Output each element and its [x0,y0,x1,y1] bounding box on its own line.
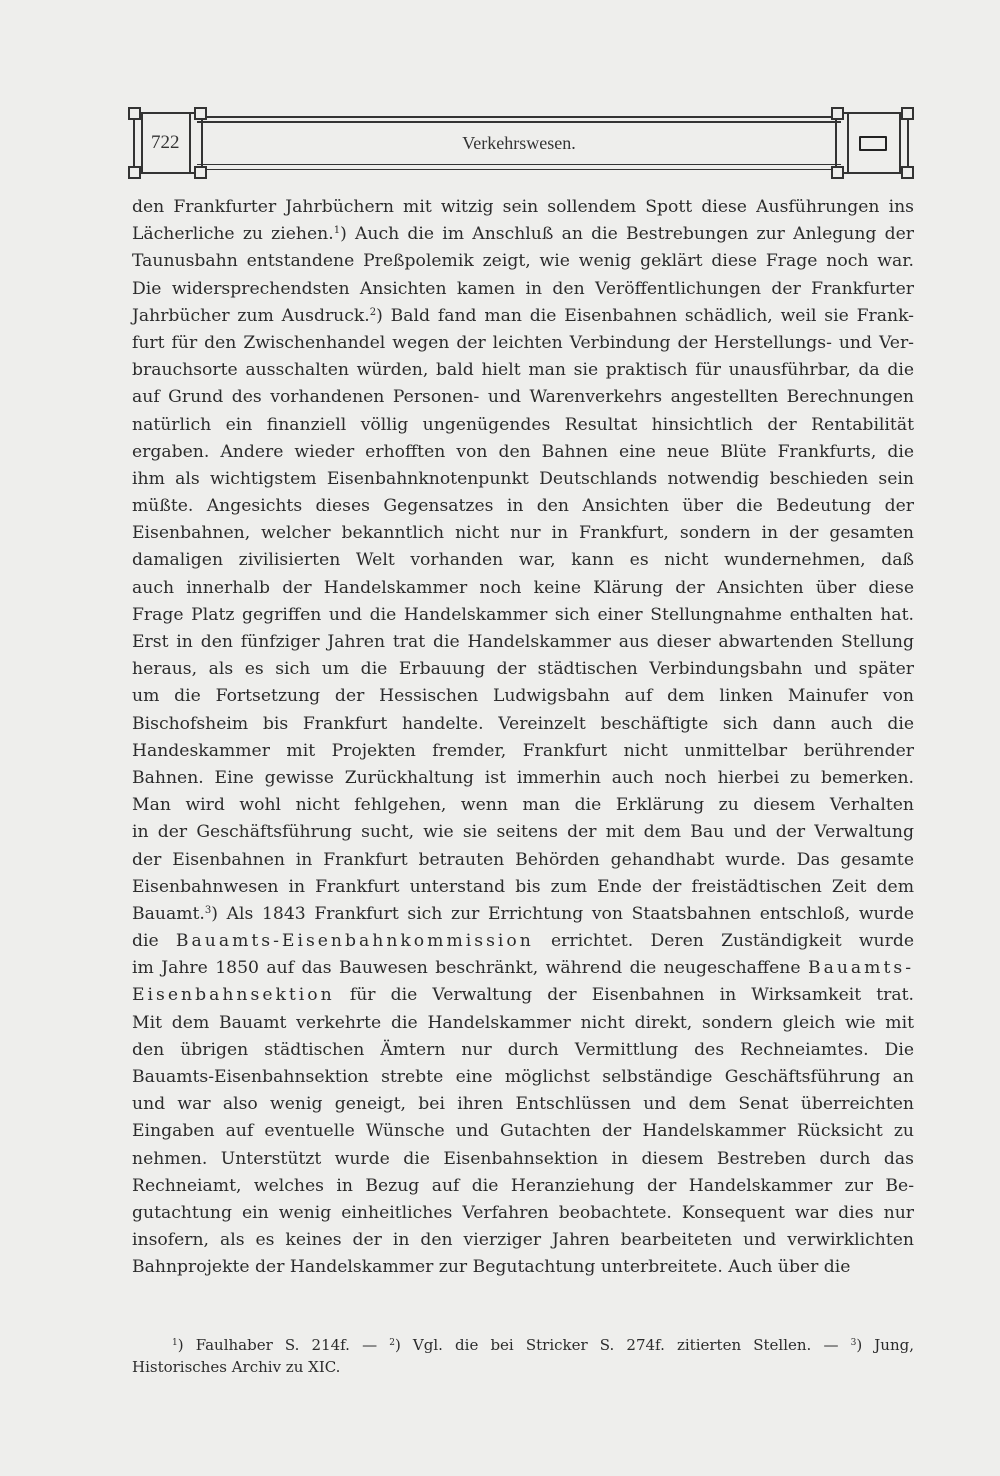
head-rule [197,169,841,171]
head-rule [197,164,841,166]
text-line: Taunusbahn entstandene Preßpolemik zeigt, wie wenig geklärt diese Frage noch war. [132,251,914,272]
text-line: den übrigen städtischen Ämtern nur durch Vermittlung des Rechneiamtes. Die [132,1039,914,1060]
text-line: der Eisenbahnen in Frankfurt betrauten Behörden gehandhabt wurde. Das gesamte [132,849,914,870]
text-line: in der Geschäftsführung sucht, wie sie seitens der mit dem Bau und der Verwaltung [132,822,914,843]
frame-corner [831,166,844,179]
spaced-term: Bauamts- [807,958,914,979]
frame-line [847,112,849,174]
footnotes [132,1334,914,1378]
footnote-ref: 2 [369,306,377,318]
text-line: ihm als wichtigstem Eisenbahnknotenpunkt Deutschlands notwendig beschieden sein [132,468,914,489]
page-number: 722 [151,132,180,153]
frame-corner [128,166,141,179]
text-line: Lächerliche zu ziehen.$^1$) Auch die im Anschluß an die Bestrebungen zur Anlegung der [132,224,915,245]
text-line: Jahrbücher zum Ausdruck.$^2$) Bald fand man die Eisenbahnen schädlich, weil sie Frank- [132,305,914,326]
text-line: Eingaben auf eventuelle Wünsche und Gutachten der Handelskammer Rücksicht zu [132,1121,914,1142]
running-head [133,112,909,174]
text-line: Man wird wohl nicht fehlgehen, wenn man die Erklärung zu diesem Verhalten [132,795,914,816]
text-line: Bauamt.$^3$) Als 1843 Frankfurt sich zur Errichtung von Staatsbahnen entschloß, wurde [132,903,914,924]
footnote-line: $^1$) Faulhaber S. 214f. — $^2$) Vgl. die bei Stricker S. 274f. zitierten Stellen. — $^3$) Jung, [172,1336,914,1354]
footnote-ref: 3 [204,904,212,916]
frame-line [899,112,901,174]
text-line: den Frankfurter Jahrbüchern mit witzig sein sollendem Spott diese Ausführungen ins [132,197,914,217]
footnote-ref: 1 [333,225,341,237]
text-line: Bischofsheim bis Frankfurt handelte. Vereinzelt beschäftigte sich dann auch die [132,713,914,734]
footnote-line: Historisches Archiv zu XIC. [132,1358,341,1376]
frame-corner [194,166,207,179]
frame-corner [831,107,844,120]
text-line: gutachtung ein wenig einheitliches Verfahren beobachtete. Konsequent war dies nur [132,1202,914,1223]
text-line: Handeskammer mit Projekten fremder, Frankfurt nicht unmittelbar berührender [132,740,914,761]
text-line: und war also wenig geneigt, bei ihren Entschlüssen und dem Senat überreichten [132,1094,914,1115]
text-line: ergaben. Andere wieder erhofften von den Bahnen eine neue Blüte Frankfurts, die [132,441,914,462]
frame-corner [194,107,207,120]
text-line: müßte. Angesichts dieses Gegensatzes in den Ansichten über die Bedeutung der [132,496,914,517]
frame-corner [901,166,914,179]
text-line: um die Fortsetzung der Hessischen Ludwigsbahn auf dem linken Mainufer von [132,686,914,707]
text-line: natürlich ein finanziell völlig ungenügendes Resultat hinsichtlich der Rentabilität [132,414,914,435]
running-title: Verkehrswesen. [462,133,576,153]
text-line: Eisenbahnen, welcher bekanntlich nicht nur in Frankfurt, sondern in der gesamten [132,523,914,544]
text-line: im Jahre 1850 auf das Bauwesen beschränkt, während die neugeschaffene Bauamts- [132,958,914,979]
text-line: furt für den Zwischenhandel wegen der leichten Verbindung der Herstellungs- und Ver- [132,332,914,353]
text-line: damaligen zivilisierten Welt vorhanden war, kann es nicht wundernehmen, daß [132,550,914,571]
frame-corner [128,107,141,120]
text-line: heraus, als es sich um die Erbauung der städtischen Verbindungsbahn und später [132,659,914,680]
frame-line [141,112,143,174]
text-line: Bahnen. Eine gewisse Zurückhaltung ist immerhin auch noch hierbei zu bemerken. [132,767,914,788]
text-line: Bauamts-Eisenbahnsektion strebte eine möglichst selbständige Geschäftsführung an [132,1067,914,1087]
text-line: die Bauamts-Eisenbahnkommission errichtet. Deren Zuständigkeit wurde [132,931,914,952]
body-text [132,194,914,1282]
text-line: Eisenbahnwesen in Frankfurt unterstand bis zum Ende der freistädtischen Zeit dem [132,876,914,897]
text-line: Bahnprojekte der Handelskammer zur Begutachtung unterbreitete. Auch über die [132,1257,851,1278]
text-line: Mit dem Bauamt verkehrte die Handelskammer nicht direkt, sondern gleich wie mit [132,1012,914,1033]
frame-corner [901,107,914,120]
text-line: Erst in den fünfziger Jahren trat die Handelskammer aus dieser abwartenden Stellung [132,632,914,652]
text-line: brauchsorte ausschalten würden, bald hielt man sie praktisch für unausführbar, da die [132,360,914,381]
text-line: Frage Platz gegriffen und die Handelskammer sich einer Stellungnahme enthalten hat. [132,604,914,625]
text-line: insofern, als es keines der in den vierziger Jahren bearbeiteten und verwirklichten [132,1230,914,1251]
text-line: nehmen. Unterstützt wurde die Eisenbahnsektion in diesem Bestreben durch das [132,1148,914,1169]
head-rule [197,121,841,123]
spaced-term: Eisenbahnsektion [132,985,335,1006]
head-rule [197,116,841,118]
frame-line [189,112,191,174]
text-line: Die widersprechendsten Ansichten kamen in den Veröffentlichungen der Frankfurter [132,278,914,299]
text-line: Eisenbahnsektion für die Verwaltung der Eisenbahnen in Wirksamkeit trat. [132,985,914,1006]
text-line: auch innerhalb der Handelskammer noch keine Klärung der Ansichten über diese [132,577,914,598]
rectangle-ornament-icon [859,136,887,151]
text-line: Rechneiamt, welches in Bezug auf die Heranziehung der Handelskammer zur Be- [132,1175,914,1196]
text-line: auf Grund des vorhandenen Personen- und Warenverkehrs angestellten Berechnungen [132,387,914,408]
spaced-term: Bauamts-Eisenbahnkommission [175,931,534,952]
